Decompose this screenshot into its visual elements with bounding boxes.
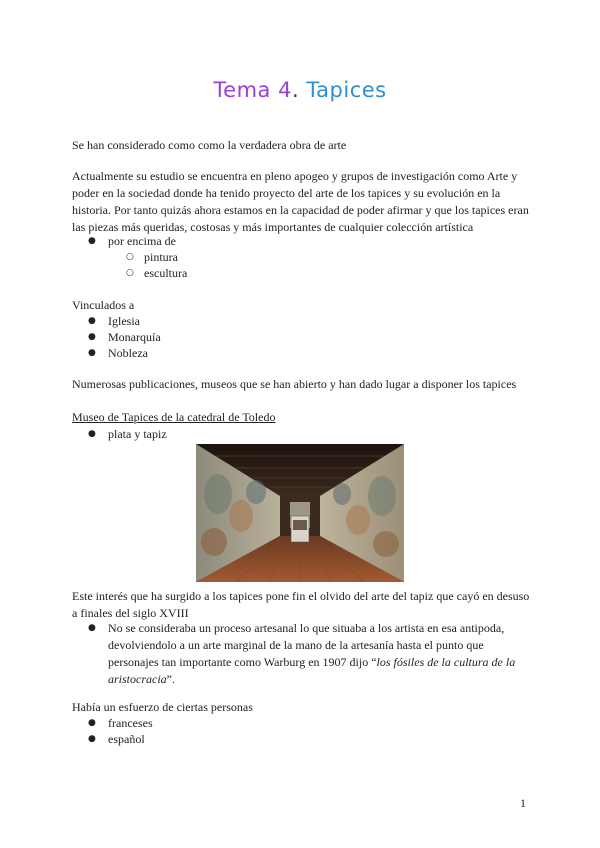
list-item: ● Nobleza xyxy=(72,345,532,361)
list-artesanal xyxy=(72,620,532,688)
list-item: ● Iglesia xyxy=(72,313,532,329)
list-item: ● plata y tapiz xyxy=(72,426,532,442)
list-item: ● por encima de xyxy=(72,233,532,249)
paragraph-apogeo: Actualmente su estudio se encuentra en pleno apogeo y grupos de investigación como Arte y poder en la sociedad donde ha tenido proyecto del arte de los tapices y su evolución en la historia. Por tanto quizás ahora estamos en la capacidad de poder afirmar y que los tapices eran las piezas más queridas, costosas y más importantes de cualquier colección artística xyxy=(72,169,529,234)
artesanal-text: No se consideraba un proceso artesanal lo que situaba a los artista en esa antipoda, devolviendolo a un arte marginal de la mano de la artesanía hasta el punto que personajes tan importante como Warburg en 1907 dijo “ xyxy=(108,621,505,669)
list-item: ● Monarquía xyxy=(72,329,532,345)
list-vinculados xyxy=(72,313,532,361)
list-item xyxy=(72,620,532,688)
list-museo xyxy=(72,426,532,442)
list-por-encima xyxy=(72,233,532,281)
list-item: ● español xyxy=(72,731,532,747)
sublist-item: ○ escultura xyxy=(72,265,532,281)
museum-tapestry-photo xyxy=(196,444,404,582)
list-item: ● franceses xyxy=(72,715,532,731)
list-esfuerzo xyxy=(72,715,532,747)
museum-gallery-image xyxy=(196,444,404,582)
vinculados-heading: Vinculados a xyxy=(72,298,135,312)
title-separator: . xyxy=(291,78,300,102)
intro-paragraph: Se han considerado como como la verdadera obra de arte xyxy=(72,138,347,152)
publicaciones-paragraph: Numerosas publicaciones, museos que se han abierto y han dado lugar a disponer los tapices xyxy=(72,377,517,391)
sublist-item: ○ pintura xyxy=(72,249,532,265)
page-number: 1 xyxy=(520,796,526,810)
title-topic-number: Tema 4 xyxy=(213,78,292,102)
museo-heading-text: Museo de Tapices de la catedral de Toledo xyxy=(72,410,276,424)
warburg-quote: los fósiles de la cultura de la aristocracia xyxy=(108,655,516,686)
museo-heading xyxy=(72,409,532,426)
title-topic-name: Tapices xyxy=(306,78,387,102)
quote-close: ”. xyxy=(166,672,175,686)
esfuerzo-heading: Había un esfuerzo de ciertas personas xyxy=(72,700,253,714)
page-title xyxy=(0,78,600,102)
interes-paragraph: Este interés que ha surgido a los tapices pone fin el olvido del arte del tapiz que cayó en desuso a finales del siglo XVIII xyxy=(72,589,530,620)
